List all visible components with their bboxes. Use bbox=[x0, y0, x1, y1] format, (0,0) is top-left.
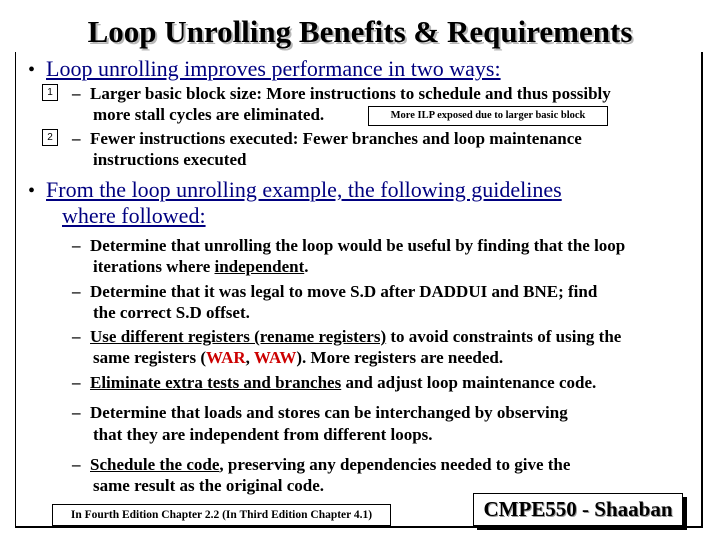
bullet-2-marker: • bbox=[28, 180, 36, 202]
dash-marker: – bbox=[72, 84, 81, 103]
guideline-text: Determine that it was legal to move S.D after DADDUI and BNE; find bbox=[90, 282, 598, 301]
course-badge: CMPE550 - Shaaban bbox=[473, 493, 683, 526]
benefit-item-line1: Larger basic block size: More instructions to schedule and thus possibly bbox=[90, 84, 611, 103]
guideline-line2: same result as the original code. bbox=[93, 476, 325, 495]
dash-marker: – bbox=[72, 129, 81, 148]
guideline-text: , preserving any dependencies needed to give the bbox=[219, 455, 571, 474]
bullet-1-text: Loop unrolling improves performance in two ways: bbox=[46, 56, 501, 81]
guideline-underlined-text: independent bbox=[214, 257, 305, 276]
textbook-reference-box: In Fourth Edition Chapter 2.2 (In Third Edition Chapter 4.1) bbox=[52, 504, 391, 526]
guideline-text: , bbox=[245, 348, 254, 367]
guideline-line2 bbox=[93, 348, 503, 368]
guideline-item bbox=[72, 327, 621, 347]
dash-marker: – bbox=[72, 327, 81, 346]
dash-marker: – bbox=[72, 403, 81, 422]
dash-marker: – bbox=[72, 236, 81, 255]
guideline-underlined-text: Eliminate extra tests and branches bbox=[90, 373, 342, 392]
guideline-text: Determine that unrolling the loop would be useful by finding that the loop bbox=[90, 236, 626, 255]
guideline-item bbox=[72, 282, 597, 302]
guideline-line2: that they are independent from different loops. bbox=[93, 425, 433, 444]
benefit-item-line1: Fewer instructions executed: Fewer branches and loop maintenance bbox=[90, 129, 582, 148]
item-number-badge: 1 bbox=[42, 84, 58, 101]
item-number-badge: 2 bbox=[42, 129, 58, 146]
guideline-item bbox=[72, 403, 568, 423]
guideline-underlined-text: Schedule the code bbox=[90, 455, 220, 474]
bullet-2 bbox=[28, 177, 562, 203]
dash-marker: – bbox=[72, 373, 81, 392]
guideline-line2 bbox=[93, 257, 309, 277]
slide-title: Loop Unrolling Benefits & Requirements bbox=[87, 14, 633, 49]
guideline-text: to avoid constraints of using the bbox=[386, 327, 622, 346]
guideline-text: Determine that loads and stores can be interchanged by observing bbox=[90, 403, 568, 422]
bullet-2-line2: where followed: bbox=[62, 203, 206, 228]
guideline-line2: the correct S.D offset. bbox=[93, 303, 250, 322]
guideline-item bbox=[72, 373, 596, 393]
benefit-item-line2: more stall cycles are eliminated. bbox=[93, 105, 325, 124]
guideline-text: . bbox=[304, 257, 309, 276]
benefit-item-line2: instructions executed bbox=[93, 150, 247, 169]
benefit-item bbox=[72, 84, 611, 104]
ilp-note-box: More ILP exposed due to larger basic block bbox=[368, 106, 608, 126]
guideline-text: and adjust loop maintenance code. bbox=[341, 373, 597, 392]
guideline-text: ). More registers are needed. bbox=[296, 348, 504, 367]
dash-marker: – bbox=[72, 282, 81, 301]
guideline-item bbox=[72, 236, 625, 256]
guideline-text: iterations where bbox=[93, 257, 215, 276]
bullet-1-marker: • bbox=[28, 59, 36, 81]
guideline-underlined-text: Use different registers (rename registers) bbox=[90, 327, 387, 346]
bullet-2-line1: From the loop unrolling example, the following guidelines bbox=[46, 177, 562, 202]
guideline-text: same registers ( bbox=[93, 348, 206, 367]
guideline-item bbox=[72, 455, 570, 475]
waw-hazard-label: WAW bbox=[253, 348, 297, 367]
bullet-1 bbox=[28, 56, 501, 82]
war-hazard-label: WAR bbox=[205, 348, 246, 367]
dash-marker: – bbox=[72, 455, 81, 474]
benefit-item bbox=[72, 129, 582, 149]
